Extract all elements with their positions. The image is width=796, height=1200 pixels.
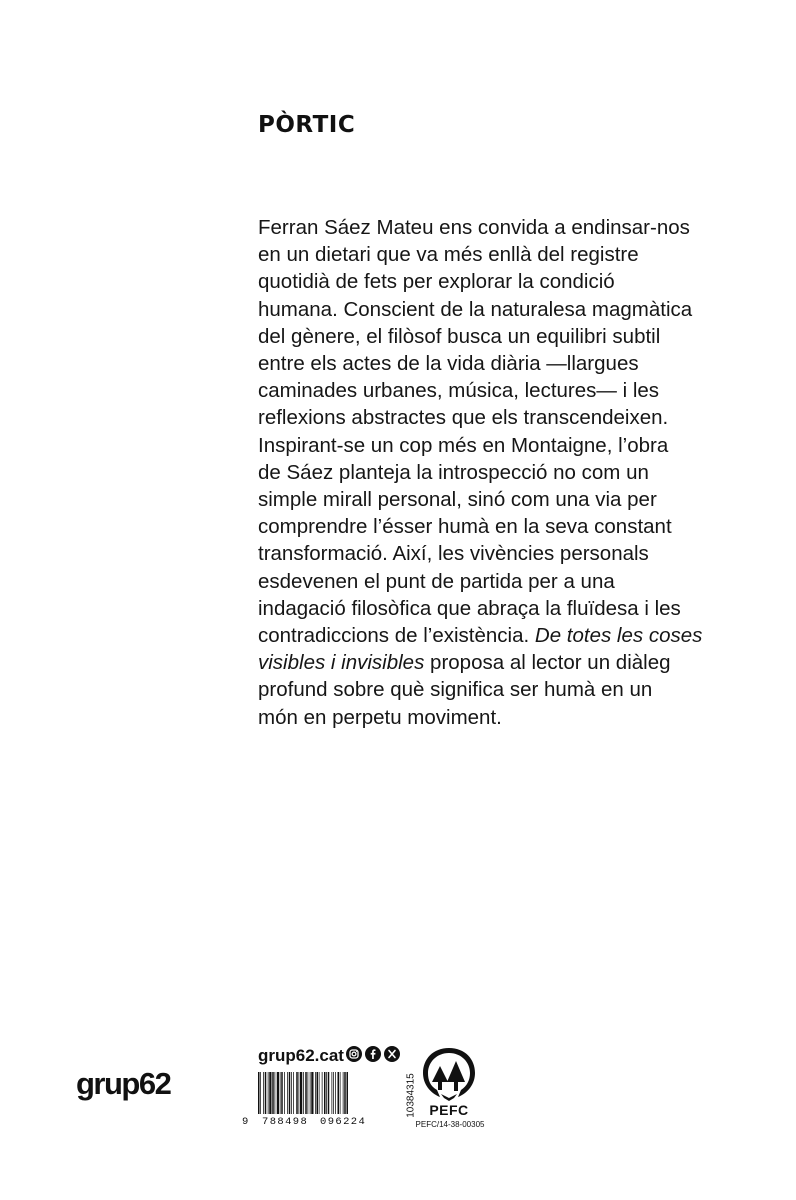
blurb-line: del gènere, el filòsof busca un equilibri subtil (258, 324, 661, 348)
barcode-right-digits: 096224 (320, 1116, 367, 1128)
barcode-bar (315, 1072, 316, 1114)
barcode-bar (343, 1072, 344, 1114)
blurb-line: de Sáez planteja la introspecció no com un (258, 460, 649, 484)
barcode-bar (322, 1072, 323, 1114)
barcode-bar (291, 1072, 292, 1114)
barcode-bar (268, 1072, 269, 1114)
x-icon (384, 1046, 400, 1062)
blurb-line: món en perpetu moviment. (258, 705, 502, 729)
blurb-line: Ferran Sáez Mateu ens convida a endinsar-nos (258, 216, 690, 239)
barcode-bar (305, 1072, 307, 1114)
pefc-code: PEFC/14-38-00305 (415, 1120, 485, 1129)
blurb-line: humana. Conscient de la naturalesa magmàtica (258, 297, 693, 321)
barcode-bar (258, 1072, 260, 1114)
barcode-bar (319, 1072, 320, 1114)
book-title-part: visibles i invisibles (258, 651, 425, 675)
barcode-lead-digit: 9 (242, 1116, 249, 1128)
barcode-bar (308, 1072, 309, 1114)
isbn-barcode (258, 1072, 384, 1120)
side-code: 10384315 (405, 1073, 417, 1118)
barcode-bar (269, 1072, 271, 1114)
blurb-line: simple mirall personal, sinó com una via per (258, 488, 657, 512)
barcode-bar (296, 1072, 298, 1114)
blurb-line: indagació filosòfica que abraça la fluïdesa i les (258, 596, 681, 620)
barcode-bar (333, 1072, 334, 1114)
barcode-bar (328, 1072, 330, 1114)
barcode-bar (277, 1072, 279, 1114)
blurb-text: contradiccions de l’existència. (258, 624, 535, 648)
barcode-bar (265, 1072, 267, 1114)
blurb-line: esdevenen el punt de partida per a una (258, 569, 615, 593)
barcode-bar (338, 1072, 340, 1114)
blurb-line: Inspirant-se un cop més en Montaigne, l’obra (258, 433, 669, 457)
blurb-text: proposa al lector un diàleg (424, 651, 671, 675)
barcode-bar (310, 1072, 311, 1114)
back-cover-blurb (258, 214, 758, 731)
blurb-line (258, 649, 758, 676)
barcode-left-digits: 788498 (262, 1116, 309, 1128)
barcode-bar (272, 1072, 274, 1114)
barcode-bar (347, 1072, 349, 1114)
grup62-logo: grup62 (76, 1066, 171, 1101)
blurb-line: entre els actes de la vida diària —llargues (258, 352, 639, 376)
barcode-bar (324, 1072, 326, 1114)
blurb-line: reflexions abstractes que els transcendeixen. (258, 406, 669, 430)
blurb-line: quotidià de fets per explorar la condició (258, 270, 615, 294)
blurb-line: transformació. Així, les vivències personals (258, 542, 649, 566)
barcode-bar (332, 1072, 333, 1114)
instagram-icon (346, 1046, 362, 1062)
barcode-bar (335, 1072, 336, 1114)
barcode-bar (344, 1072, 346, 1114)
barcode-bar (340, 1072, 341, 1114)
pefc-tree-icon (419, 1044, 479, 1102)
blurb-line: comprendre l’ésser humà en la seva constant (258, 515, 672, 539)
pefc-label: PEFC (429, 1102, 469, 1118)
barcode-bar (293, 1072, 294, 1114)
barcode-bar (289, 1072, 291, 1114)
barcode-bar (280, 1072, 281, 1114)
website-url: grup62.cat (258, 1046, 344, 1065)
barcode-bar (281, 1072, 283, 1114)
blurb-line (258, 622, 758, 649)
blurb-line: caminades urbanes, música, lectures— i les (258, 379, 660, 403)
barcode-bar (300, 1072, 302, 1114)
barcode-bar (317, 1072, 319, 1114)
publisher-logo: PÒRTIC (258, 112, 356, 138)
barcode-bar (263, 1072, 264, 1114)
barcode-bar (311, 1072, 313, 1114)
barcode-bar (326, 1072, 327, 1114)
barcode-bar (303, 1072, 304, 1114)
barcode-bar (299, 1072, 300, 1114)
barcode-bar (275, 1072, 276, 1114)
blurb-line: en un dietari que va més enllà del registre (258, 243, 639, 267)
blurb-line: profund sobre què significa ser humà en un (258, 678, 653, 702)
barcode-bar (287, 1072, 288, 1114)
book-title-part: De totes les coses (534, 624, 703, 648)
barcode-bar (284, 1072, 285, 1114)
facebook-icon (365, 1046, 381, 1062)
barcode-bar (260, 1072, 261, 1114)
